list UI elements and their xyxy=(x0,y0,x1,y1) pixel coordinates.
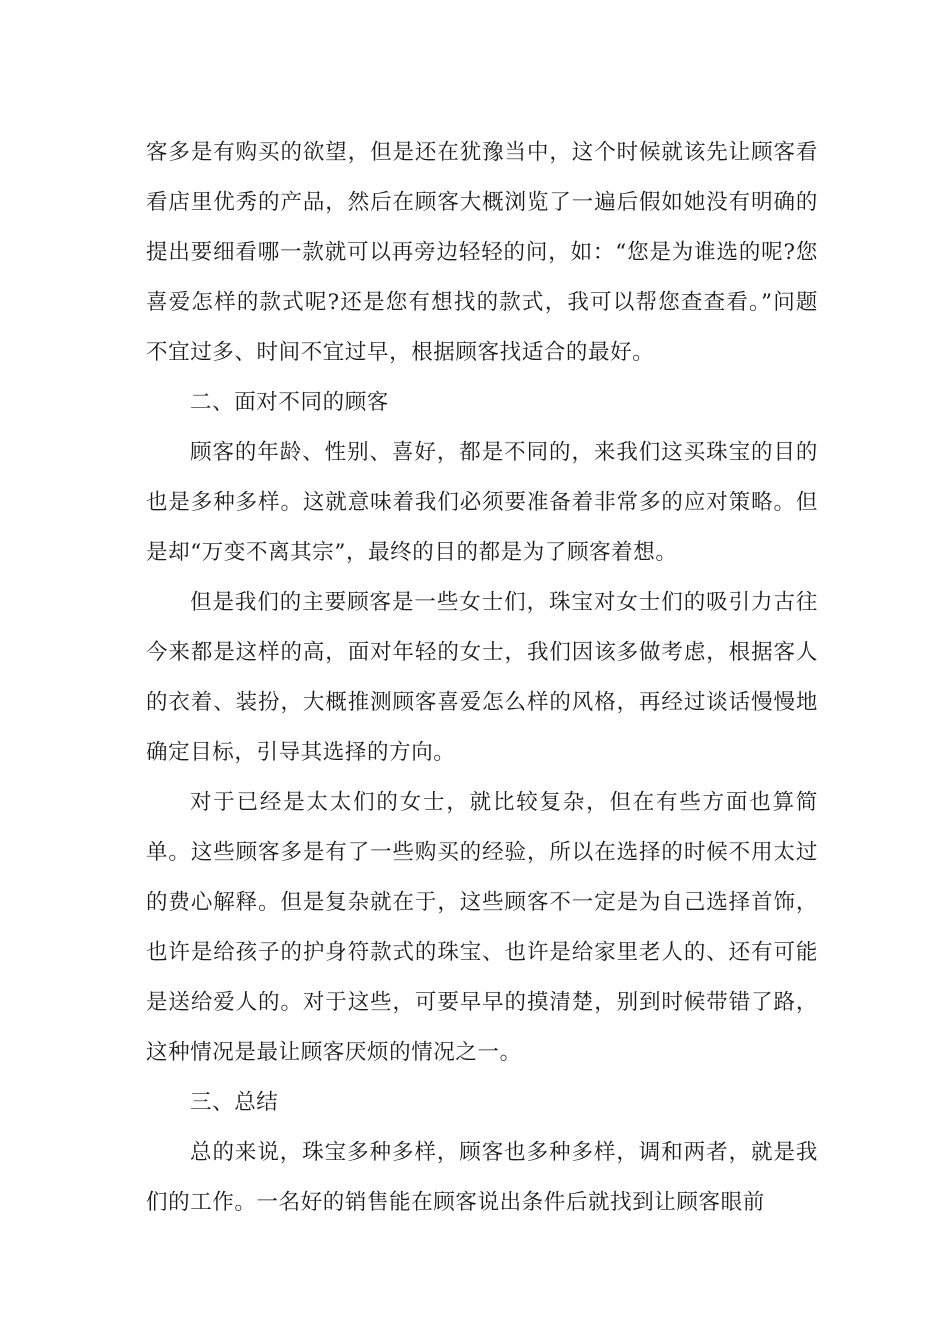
paragraph-customer-differences: 顾客的年龄、性别、喜好，都是不同的，来我们这买珠宝的目的也是多种多样。这就意味着我们必须要准备着非常多的应对策略。但是却“万变不离其宗”，最终的目的都是为了顾客着想。 xyxy=(146,440,818,565)
section-heading-2: 二、面对不同的顾客 xyxy=(190,390,389,415)
section-heading-3: 三、总结 xyxy=(190,1090,279,1115)
document-body xyxy=(146,128,818,1228)
paragraph-summary: 总的来说，珠宝多种多样，顾客也多种多样，调和两者，就是我们的工作。一名好的销售能在顾客说出条件后就找到让顾客眼前 xyxy=(146,1140,818,1215)
paragraph-married-women: 对于已经是太太们的女士，就比较复杂，但在有些方面也算简单。这些顾客多是有了一些购买的经验，所以在选择的时候不用太过的费心解释。但是复杂就在于，这些顾客不一定是为自己选择首饰，也许是给孩子的护身符款式的珠宝、也许是给家里老人的、还有可能是送给爱人的。对于这些，可要早早的摸清楚，别到时候带错了路，这种情况是最让顾客厌烦的情况之一。 xyxy=(146,790,818,1065)
paragraph-young-women: 但是我们的主要顾客是一些女士们，珠宝对女士们的吸引力古往今来都是这样的高，面对年轻的女士，我们因该多做考虑，根据客人的衣着、装扮，大概推测顾客喜爱怎么样的风格，再经过谈话慢慢地确定目标，引导其选择的方向。 xyxy=(146,590,818,765)
paragraph-continuation: 客多是有购买的欲望，但是还在犹豫当中，这个时候就该先让顾客看看店里优秀的产品，然后在顾客大概浏览了一遍后假如她没有明确的提出要细看哪一款就可以再旁边轻轻的问，如：“您是为谁选的呢?您喜爱怎样的款式呢?还是您有想找的款式，我可以帮您查查看。”问题不宜过多、时间不宜过早，根据顾客找适合的最好。 xyxy=(146,140,818,365)
